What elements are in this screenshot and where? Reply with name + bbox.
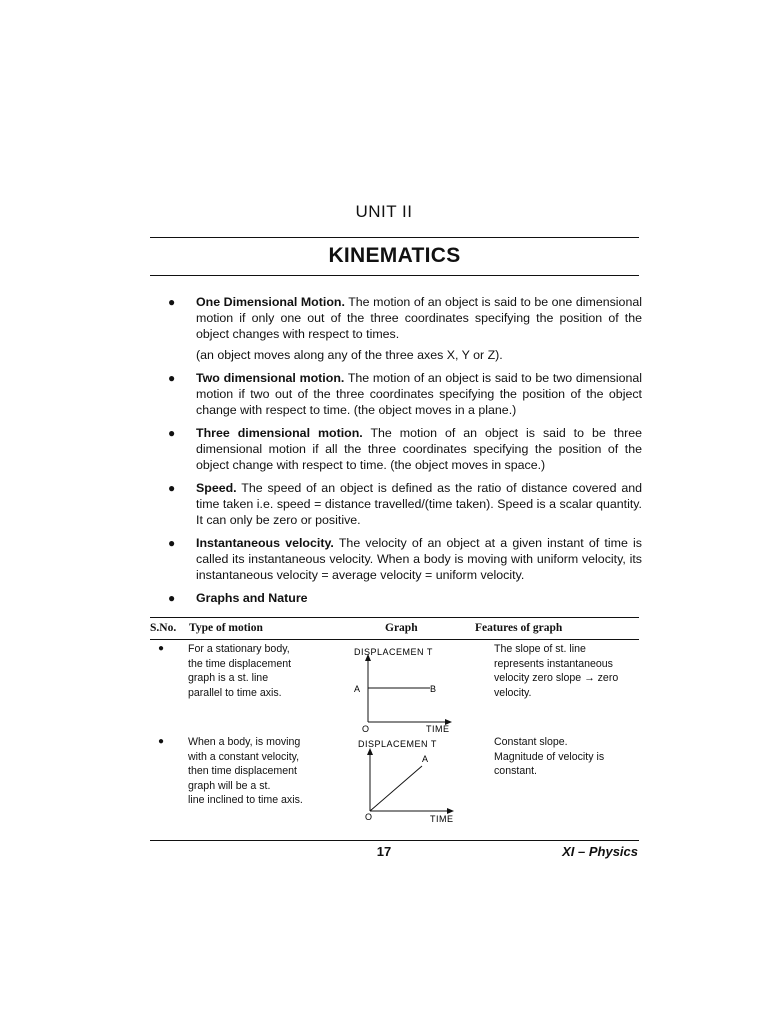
bullet-term: Graphs and Nature xyxy=(196,591,308,605)
bullet-dot-icon: ● xyxy=(168,426,176,440)
bullet-term: Instantaneous velocity. xyxy=(196,536,334,550)
bullet-text: The motion of an object is said to be three dimensional motion if all the three coordinates specifying the position of the object change with respect to time. (the object moves in space.) xyxy=(196,426,642,472)
bullet-term: Two dimensional motion. xyxy=(196,371,345,385)
graph-stationary-body xyxy=(350,644,460,736)
bullet-instantaneous-velocity xyxy=(168,535,642,583)
bullet-dot-icon: ● xyxy=(168,295,176,309)
graph-xlabel: TIME xyxy=(426,724,450,734)
row-bullet-icon: ● xyxy=(158,643,165,654)
table-row-2-type: When a body, is moving with a constant velocity, then time displacement graph will be a st. line inclined to time axis. xyxy=(188,736,303,806)
bullet-graphs-and-nature xyxy=(168,590,642,606)
table-header-rule xyxy=(150,639,639,640)
graph-inclined-line xyxy=(370,766,422,811)
page-title: KINEMATICS xyxy=(328,244,461,267)
graph-xlabel: TIME xyxy=(430,814,454,824)
footer-subject: XI – Physics xyxy=(562,844,638,859)
bullet-text: The motion of an object is said to be one dimensional motion if only one out of the three coordinates specifying the position of the object changes with respect to times. xyxy=(196,295,642,341)
title-top-rule xyxy=(150,237,639,238)
table-row-1-features: The slope of st. line represents instantaneous velocity zero slope → zero velocity. xyxy=(494,643,619,699)
bullet-text: The velocity of an object at a given instant of time is called its instantaneous velocity. When a body is moving with uniform velocity, its instantaneous velocity = average velocity = uniform velocity. xyxy=(196,536,642,582)
y-axis-arrow-icon xyxy=(367,748,373,755)
graph-point-a: A xyxy=(422,754,429,764)
table-header-features: Features of graph xyxy=(475,622,563,634)
bullet-text: The speed of an object is defined as the ratio of distance covered and time taken i.e. speed = distance travelled/(time taken). Speed is a scalar quantity. It can only be zero or positive. xyxy=(196,481,642,527)
bullet-note: (an object moves along any of the three axes X, Y or Z). xyxy=(196,348,503,362)
table-row-1-type: For a stationary body, the time displacement graph is a st. line parallel to time axis. xyxy=(188,643,292,699)
graph-origin: O xyxy=(365,812,373,822)
bullet-term: Three dimensional motion. xyxy=(196,426,363,440)
page-number: 17 xyxy=(376,844,392,859)
footer-rule xyxy=(150,840,639,841)
bullet-dot-icon: ● xyxy=(168,481,176,495)
graph-ylabel: DISPLACEMEN T xyxy=(358,739,437,749)
title-bottom-rule xyxy=(150,275,639,276)
graph-ylabel: DISPLACEMEN T xyxy=(354,647,433,657)
bullet-one-dimensional xyxy=(168,294,642,363)
bullet-term: One Dimensional Motion. xyxy=(196,295,345,309)
table-row-2-features: Constant slope. Magnitude of velocity is constant. xyxy=(494,736,605,777)
table-header-graph: Graph xyxy=(385,622,418,634)
bullet-dot-icon: ● xyxy=(168,536,176,550)
bullet-three-dimensional xyxy=(168,425,642,473)
bullet-text: The motion of an object is said to be two dimensional motion if two out of the three coordinates specifying the position of the object change with respect to time. (the object moves in a plane.) xyxy=(196,371,642,417)
bullet-dot-icon: ● xyxy=(168,371,176,385)
bullet-dot-icon: ● xyxy=(168,591,176,605)
table-header-type: Type of motion xyxy=(189,622,263,634)
bullet-two-dimensional xyxy=(168,370,642,418)
table-top-rule xyxy=(150,617,639,618)
graph-constant-velocity xyxy=(354,736,464,828)
graph-point-a: A xyxy=(354,684,361,694)
row-bullet-icon: ● xyxy=(158,736,165,747)
bullet-speed xyxy=(168,480,642,528)
bullet-list xyxy=(168,294,642,613)
graph-point-b: B xyxy=(430,684,437,694)
table-header-sno: S.No. xyxy=(150,622,177,634)
bullet-term: Speed. xyxy=(196,481,237,495)
graph-origin: O xyxy=(362,724,370,734)
unit-heading: UNIT II xyxy=(355,202,413,221)
